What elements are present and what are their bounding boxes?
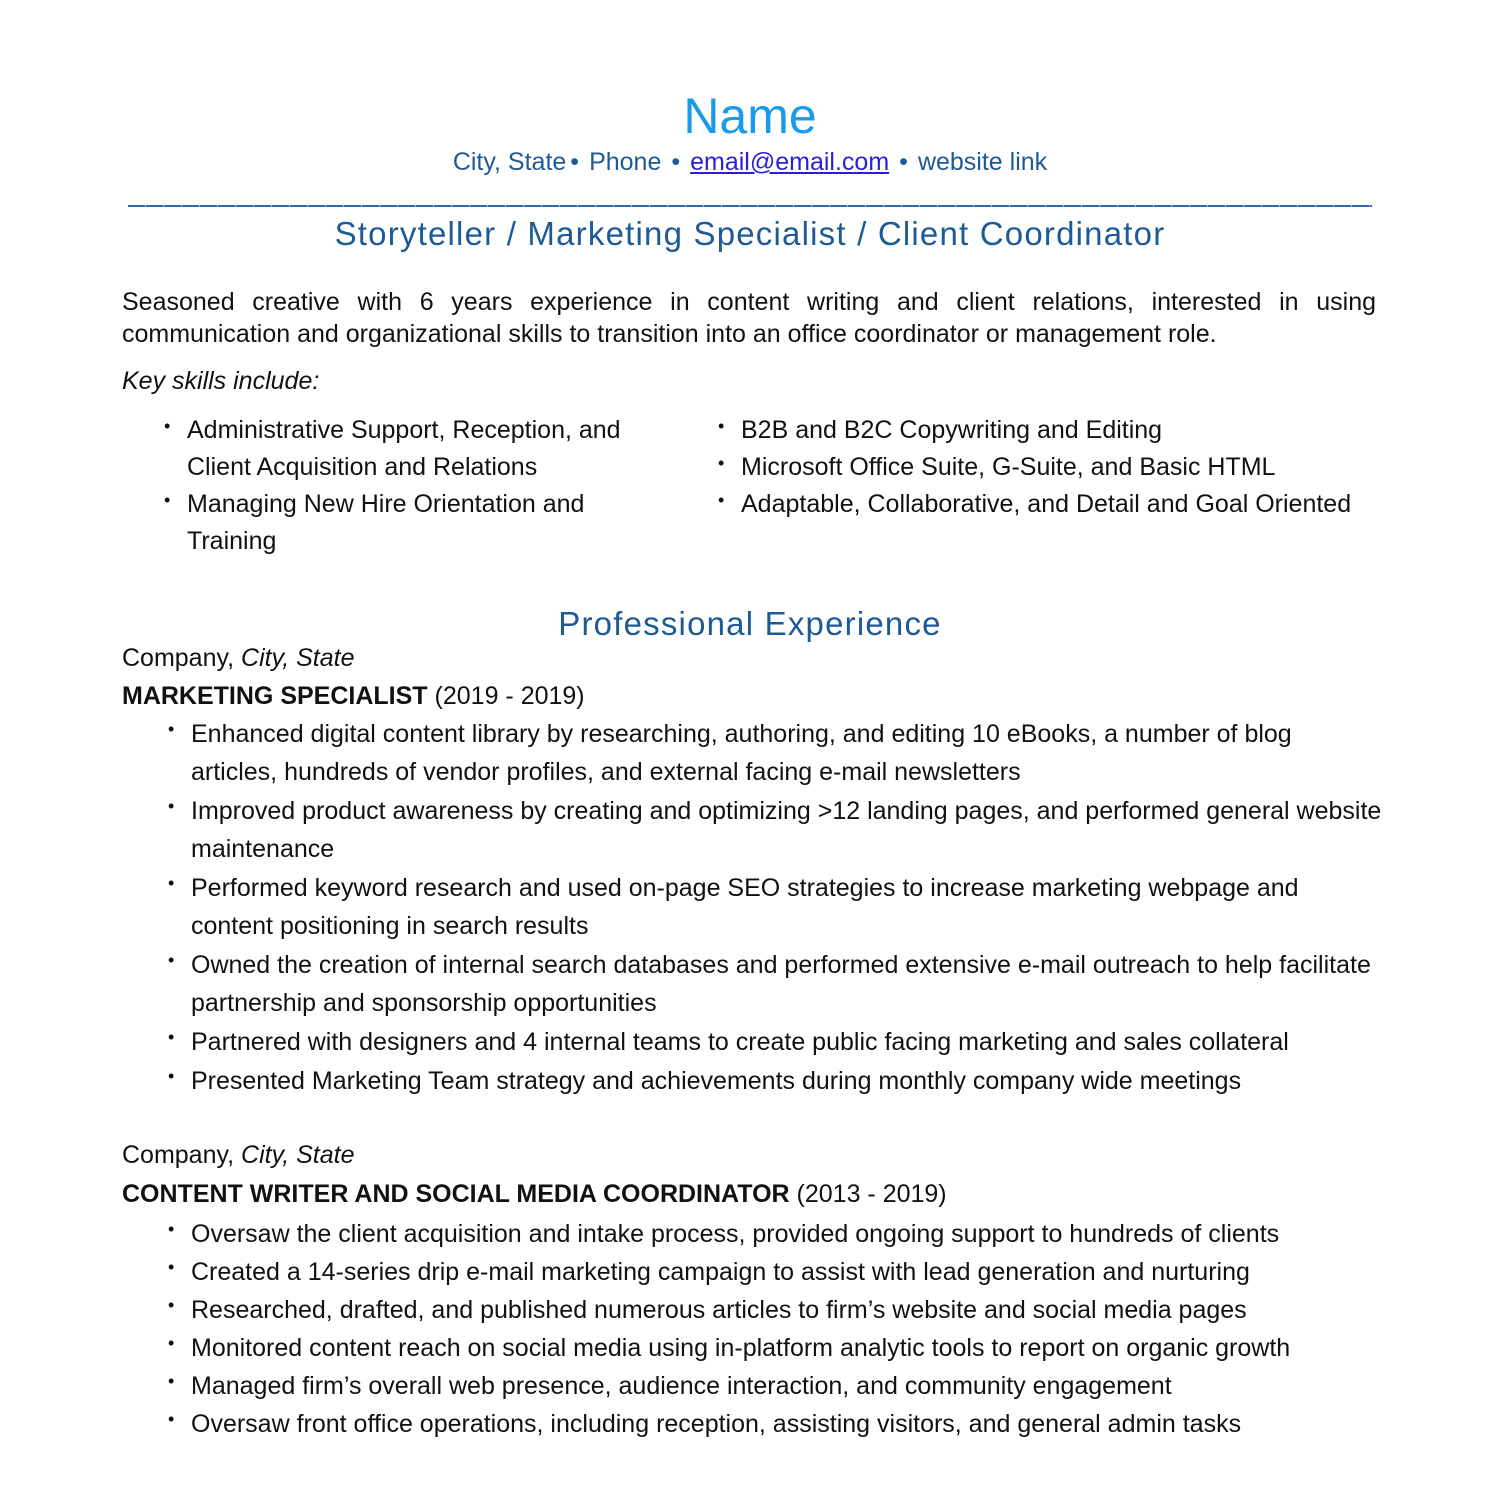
job-1-company [122, 642, 355, 674]
duty-item [164, 715, 1384, 791]
candidate-name: Name [683, 88, 817, 144]
duty-text: Monitored content reach on social media using in-platform analytic tools to report on organic growth [191, 1334, 1291, 1362]
bullet-icon: • [168, 1219, 175, 1239]
skill-text: Adaptable, Collaborative, and Detail and Goal Oriented [741, 490, 1352, 518]
duty-text: Researched, drafted, and published numerous articles to firm’s website and social media pages [191, 1296, 1247, 1324]
job-1-role [122, 680, 585, 712]
job-1-duties [164, 715, 1384, 1101]
duty-text: Improved product awareness by creating and optimizing >12 landing pages, and performed general website maintenance [191, 797, 1382, 863]
duty-text: Managed firm’s overall web presence, audience interaction, and community engagement [191, 1372, 1172, 1400]
bullet-icon: • [718, 416, 725, 436]
section-title-experience: Professional Experience [558, 605, 942, 642]
summary-paragraph [122, 286, 1376, 350]
bullet-icon: • [164, 490, 171, 510]
company-name: Company, [122, 644, 235, 672]
company-location: City, State [241, 1141, 355, 1169]
skill-text: B2B and B2C Copywriting and Editing [741, 416, 1163, 444]
separator-dot: • [570, 148, 580, 176]
bullet-icon: • [168, 1257, 175, 1277]
job-dates: (2019 - 2019) [434, 682, 585, 710]
skill-text: Microsoft Office Suite, G-Suite, and Basic HTML [741, 453, 1276, 481]
duty-text: Performed keyword research and used on-page SEO strategies to increase marketing webpage and content positioning in search results [191, 874, 1299, 940]
duty-text: Created a 14-series drip e-mail marketing campaign to assist with lead generation and nurturing [191, 1258, 1250, 1286]
summary-line-2: communication and organizational skills to transition into an office coordinator or management role. [122, 320, 1217, 348]
header-divider [128, 205, 1372, 207]
skill-item [160, 412, 680, 486]
separator-dot: • [899, 148, 908, 176]
bullet-icon: • [718, 490, 725, 510]
bullet-icon: • [168, 1409, 175, 1429]
duty-item [164, 792, 1384, 868]
duty-item [164, 1253, 1384, 1291]
bullet-icon: • [168, 719, 175, 739]
bullet-icon: • [164, 416, 171, 436]
duty-text: Owned the creation of internal search databases and performed extensive e-mail outreach to help facilitate partnership and sponsorship opportunities [191, 951, 1371, 1017]
contact-city-state: City, State [452, 148, 567, 176]
duty-text: Presented Marketing Team strategy and achievements during monthly company wide meetings [191, 1067, 1242, 1095]
contact-phone: Phone [589, 148, 662, 176]
bullet-icon: • [168, 1333, 175, 1353]
skill-item [160, 486, 680, 560]
skill-item [714, 449, 1354, 486]
duty-item [164, 1405, 1384, 1443]
bullet-icon: • [168, 873, 175, 893]
contact-line [0, 146, 1500, 178]
bullet-icon: • [168, 950, 175, 970]
skill-text: Managing New Hire Orientation and Training [187, 490, 585, 555]
duty-text: Enhanced digital content library by researching, authoring, and editing 10 eBooks, a number of blog articles, hundreds of vendor profiles, and external facing e-mail newsletters [191, 720, 1292, 786]
duty-text: Oversaw front office operations, including reception, assisting visitors, and general admin tasks [191, 1410, 1242, 1438]
job-2-duties [164, 1215, 1384, 1443]
skills-list-column-1 [160, 412, 680, 560]
duty-item [164, 1062, 1384, 1100]
bullet-icon: • [168, 1371, 175, 1391]
company-location: City, State [241, 644, 355, 672]
bullet-icon: • [168, 1295, 175, 1315]
skills-list-column-2 [714, 412, 1354, 523]
bullet-icon: • [168, 1066, 175, 1086]
job-title: MARKETING SPECIALIST [122, 682, 428, 710]
bullet-icon: • [718, 453, 725, 473]
duty-item [164, 1215, 1384, 1253]
duty-item [164, 1367, 1384, 1405]
job-2-role [122, 1178, 947, 1210]
duty-text: Partnered with designers and 4 internal teams to create public facing marketing and sales collateral [191, 1028, 1289, 1056]
duty-item [164, 1023, 1384, 1061]
skill-item [714, 412, 1354, 449]
duty-item [164, 946, 1384, 1022]
duty-item [164, 1291, 1384, 1329]
duty-text: Oversaw the client acquisition and intake process, provided ongoing support to hundreds of clients [191, 1220, 1280, 1248]
job-2-company [122, 1139, 355, 1171]
bullet-icon: • [168, 1027, 175, 1047]
email-link[interactable]: email@email.com [690, 148, 890, 176]
professional-headline: Storyteller / Marketing Specialist / Client Coordinator [334, 215, 1166, 252]
separator-dot: • [671, 148, 681, 176]
job-dates: (2013 - 2019) [796, 1180, 947, 1208]
bullet-icon: • [168, 796, 175, 816]
website-link[interactable]: website link [917, 148, 1048, 176]
duty-item [164, 1329, 1384, 1367]
company-name: Company, [122, 1141, 235, 1169]
duty-item [164, 869, 1384, 945]
summary-line-1: Seasoned creative with 6 years experience in content writing and client relations, interested in using [122, 288, 1376, 316]
skill-item [714, 486, 1354, 523]
job-title: CONTENT WRITER AND SOCIAL MEDIA COORDINATOR [122, 1180, 790, 1208]
key-skills-label: Key skills include: [122, 367, 320, 395]
skill-text: Administrative Support, Reception, and Client Acquisition and Relations [187, 416, 621, 481]
